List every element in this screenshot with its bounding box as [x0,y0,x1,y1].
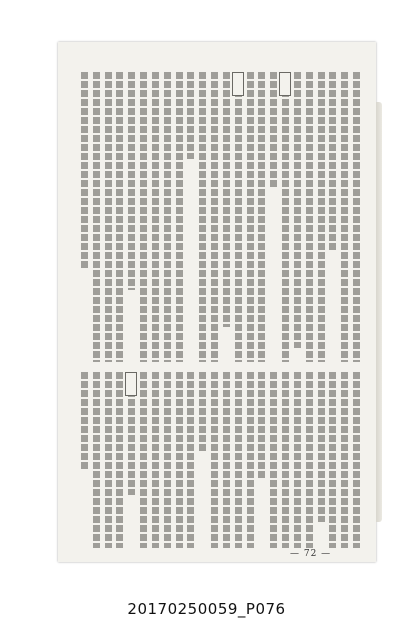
text-column [187,72,194,159]
text-column [247,372,254,548]
text-column [140,372,147,548]
text-column [176,72,183,362]
text-column [294,72,301,348]
text-column [306,72,313,362]
page-number: — 72 — [290,549,332,559]
upper-text-section [76,72,360,362]
text-column [116,372,123,548]
text-column [318,72,325,362]
text-column [223,72,230,327]
text-column [306,372,313,548]
text-column [318,372,325,522]
text-column [341,372,348,548]
text-column [116,72,123,362]
text-column [329,372,336,548]
text-column [258,72,265,362]
text-column [270,372,277,548]
section-heading-box [232,72,244,96]
text-column [329,72,336,252]
text-column [270,72,277,188]
text-column [164,72,171,362]
text-column [223,372,230,548]
text-column [258,372,265,478]
text-column [93,372,100,548]
text-column [140,72,147,362]
image-caption: 20170250059_P076 [127,600,286,618]
text-column [81,72,88,269]
text-column [199,372,206,451]
text-column [353,72,360,362]
text-column [176,372,183,548]
text-column [247,72,254,362]
text-column [105,372,112,548]
text-column [152,72,159,362]
text-column [235,372,242,548]
text-column [211,372,218,548]
text-column [211,72,218,362]
text-column [128,72,135,290]
text-column [152,372,159,548]
text-column [199,72,206,362]
text-column [282,72,289,362]
text-column [235,72,242,362]
text-column [341,72,348,362]
text-column [294,372,301,548]
text-column [105,72,112,362]
text-column [81,372,88,469]
page-edge [376,102,382,522]
section-heading-box [125,372,137,396]
text-column [187,372,194,548]
scanned-page [58,42,376,562]
text-column [93,72,100,362]
text-column [164,372,171,548]
text-column [282,372,289,548]
text-column [353,372,360,548]
lower-text-section [76,372,360,548]
section-heading-box [279,72,291,96]
